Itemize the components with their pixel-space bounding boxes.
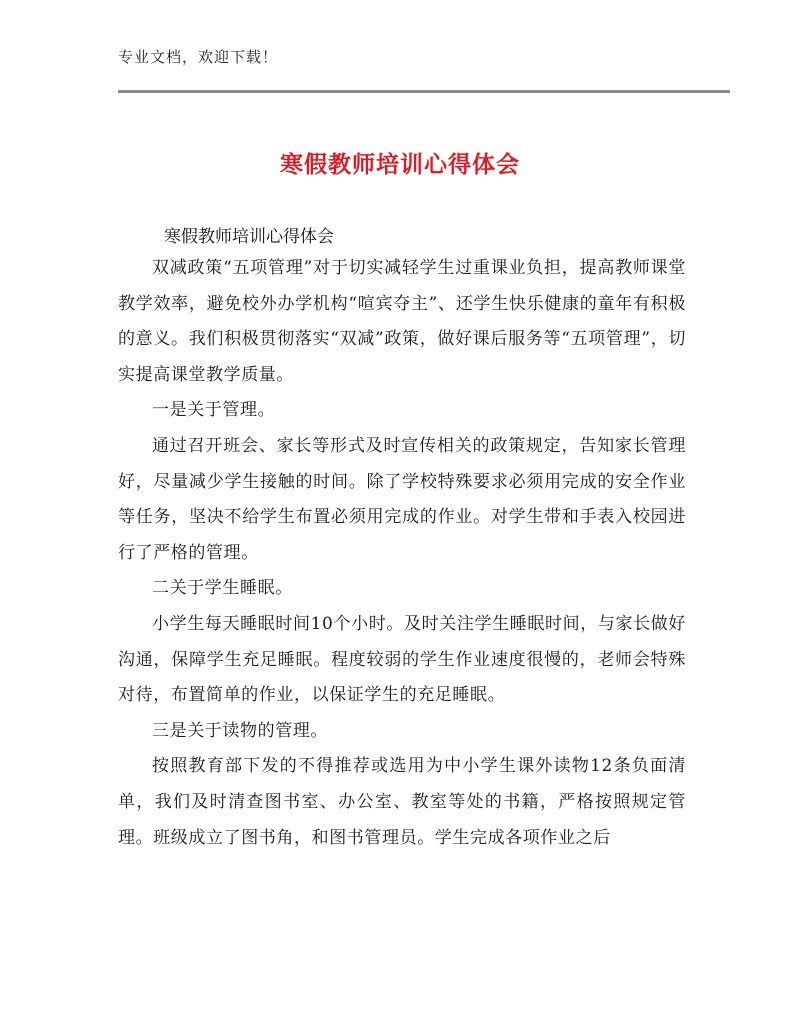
section-heading-reading: 三是关于读物的管理。 bbox=[152, 720, 328, 741]
section-heading-sleep: 二关于学生睡眠。 bbox=[152, 578, 293, 599]
paragraph-sleep: 小学生每天睡眠时间10个小时。及时关注学生睡眠时间，与家长做好沟通，保障学生充足睡眠。程度较弱的学生作业速度很慢的，老师会特殊对待，布置简单的作业，以保证学生的充足睡眠。 bbox=[118, 613, 686, 706]
paragraph-management: 通过召开班会、家长等形式及时宣传相关的政策规定，告知家长管理好，尽量减少学生接触的时间。除了学校特殊要求必须用完成的安全作业等任务，坚决不给学生布置必须用完成的作业。对学生带和手表入校园进行了严格的管理。 bbox=[118, 435, 686, 563]
paragraph-intro: 双减政策“五项管理”对于切实减轻学生过重课业负担，提高教师课堂教学效率，避免校外办学机构“喧宾夺主”、还学生快乐健康的童年有积极的意义。我们积极贯彻落实“双减”政策，做好课后服务等“五项管理”，切实提高课堂教学质量。 bbox=[118, 258, 686, 385]
section-heading-management: 一是关于管理。 bbox=[152, 400, 276, 421]
paragraph-reading: 按照教育部下发的不得推荐或选用为中小学生课外读物12条负面清单，我们及时清查图书室、办公室、教室等处的书籍，严格按照规定管理。班级成立了图书角，和图书管理员。学生完成各项作业之后 bbox=[118, 756, 686, 848]
document-title: 寒假教师培训心得体会 bbox=[280, 152, 520, 178]
header-divider bbox=[118, 90, 730, 93]
document-subtitle: 寒假教师培训心得体会 bbox=[164, 227, 334, 247]
header-text: 专业文档，欢迎下载！ bbox=[118, 48, 279, 66]
document-body bbox=[118, 251, 686, 856]
